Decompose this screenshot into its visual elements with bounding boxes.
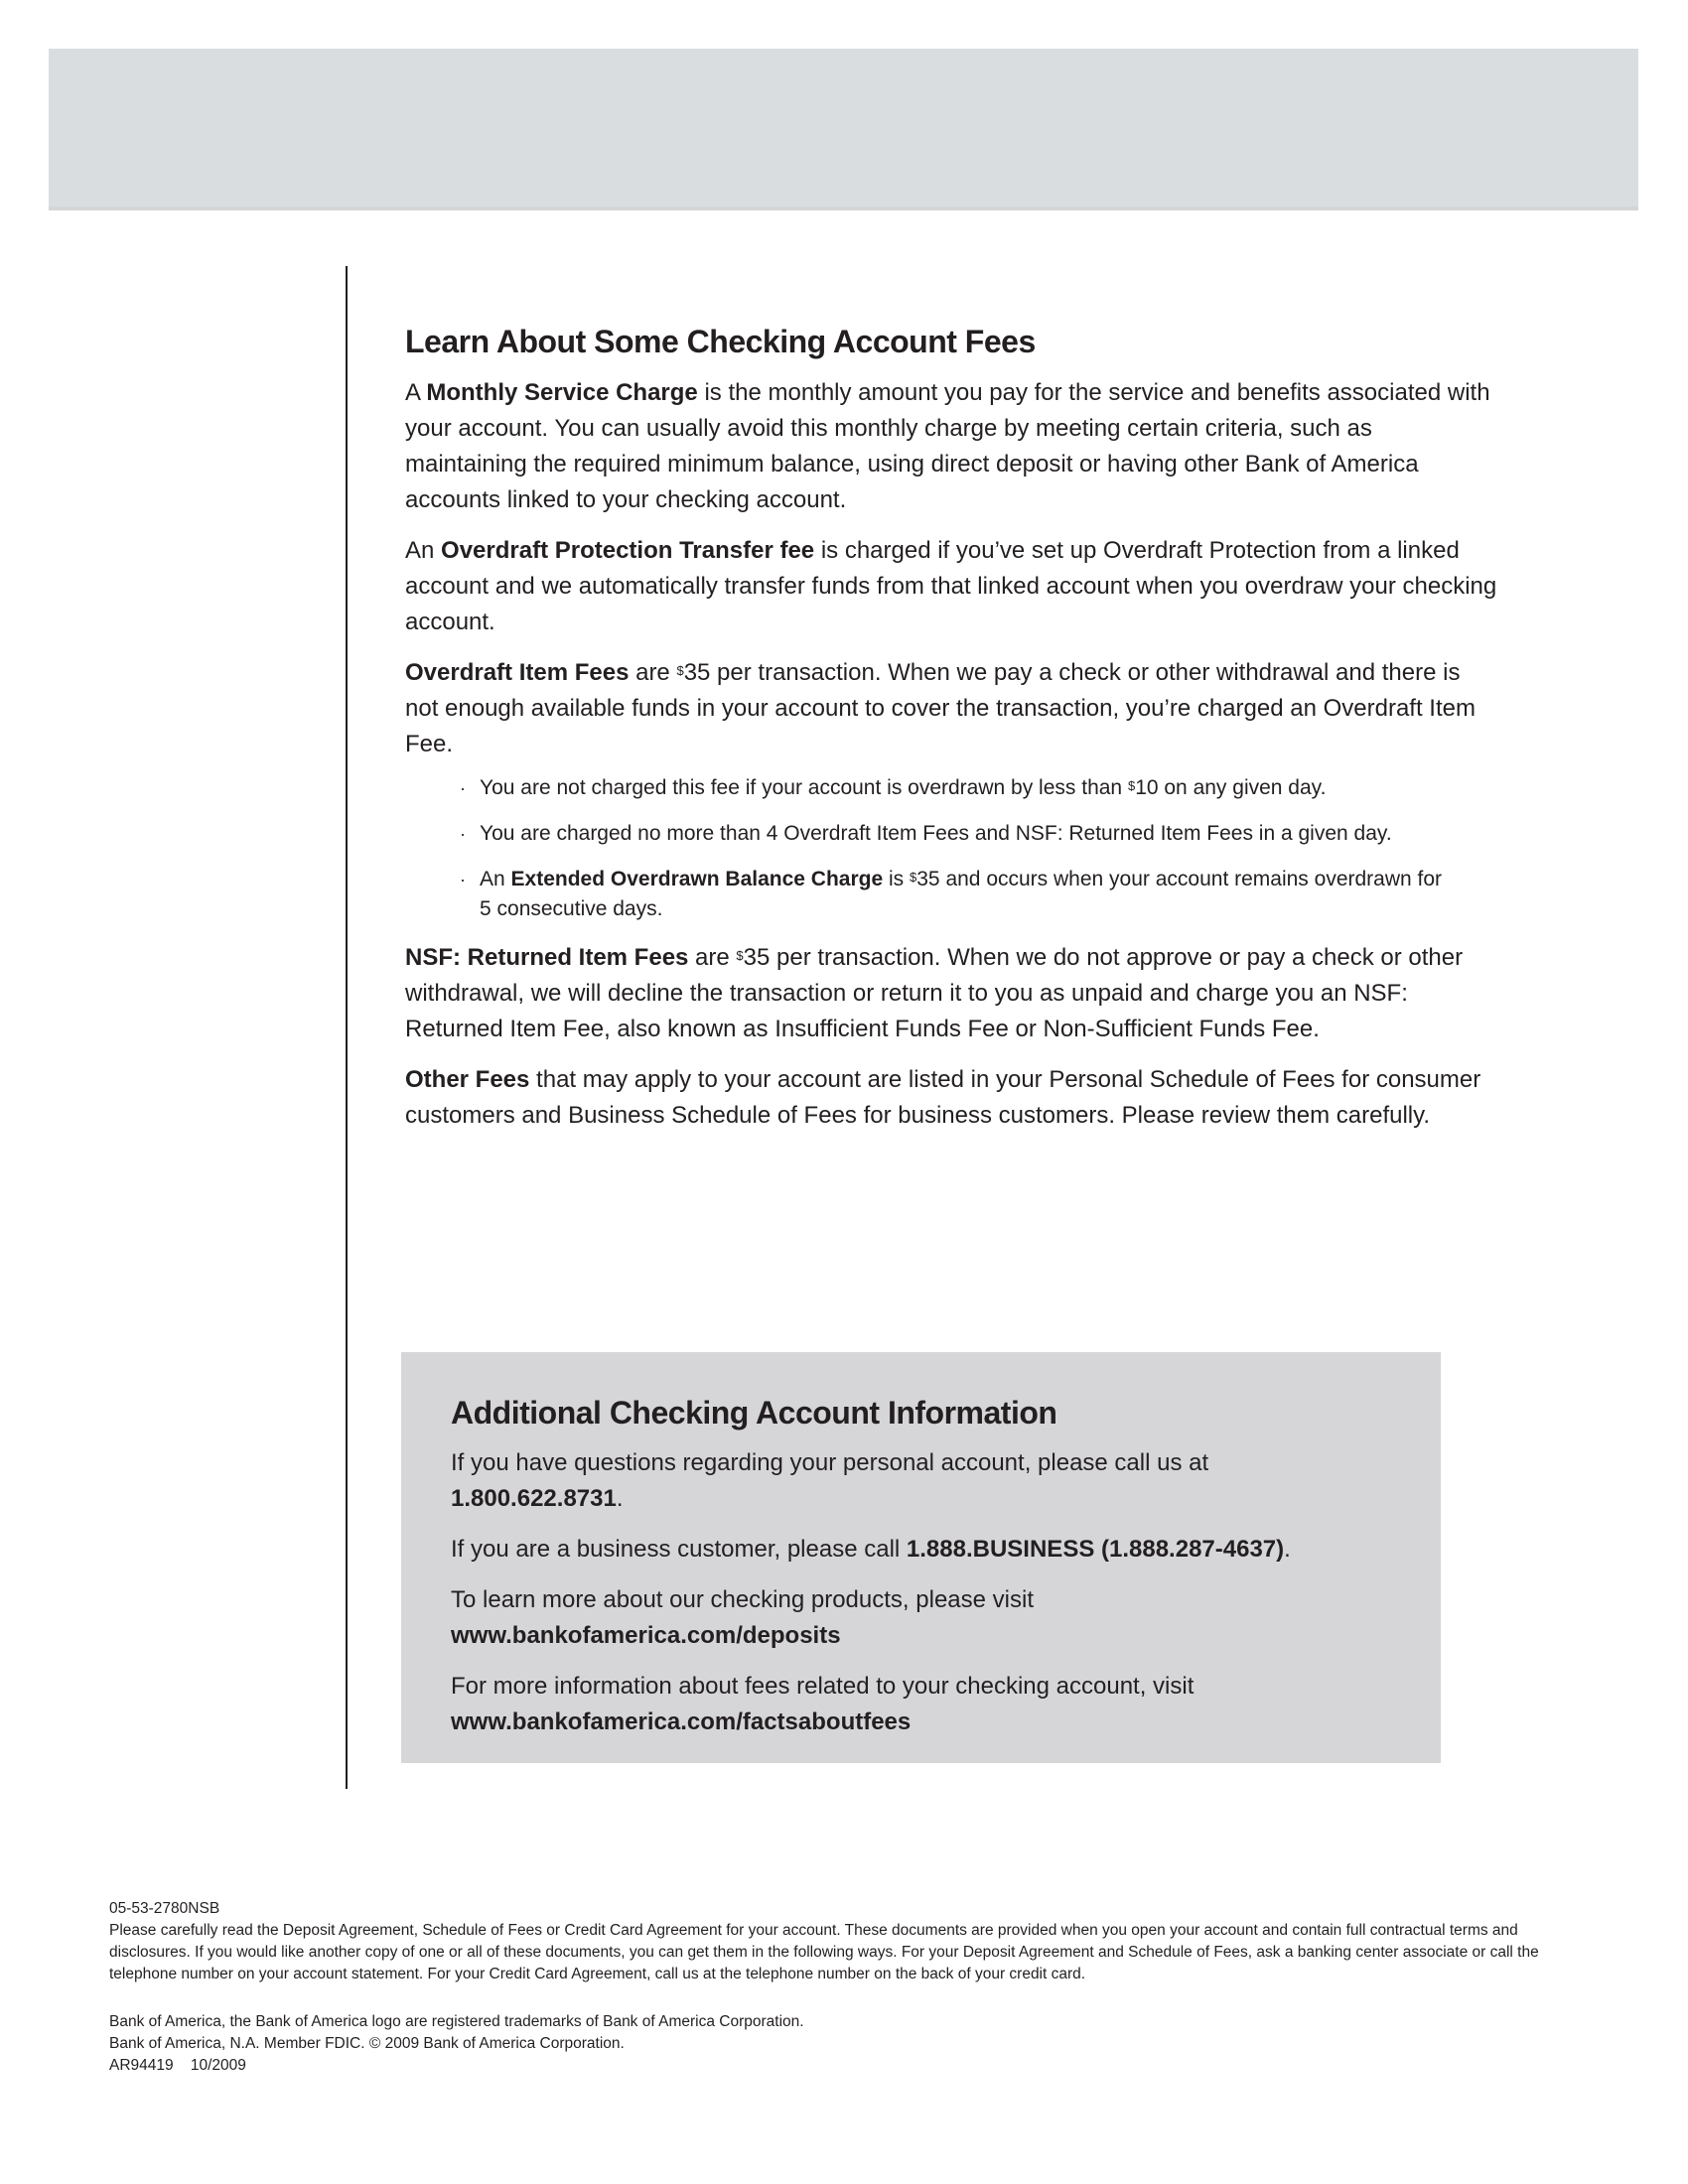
bullet-text: You are charged no more than 4 Overdraft Item Fees and NSF: Returned Item Fees in a given day.: [480, 822, 1392, 845]
paragraph-text: per transaction. When we do not approve or pay a check or other withdrawal, we will decline the transaction or return it to you as unpaid and charge you an NSF: Returned Item Fee, also known as Insufficient Funds Fee or Non-Sufficient Funds Fee.: [405, 944, 1464, 1042]
currency-symbol: $: [736, 948, 744, 963]
vertical-divider: [346, 266, 348, 1789]
form-id: AR94419 10/2009: [109, 2057, 246, 2074]
bullet-text: An: [480, 868, 511, 890]
bullet-dot-icon: ·: [460, 824, 466, 844]
nsf-returned-item-fees-paragraph: [405, 940, 1497, 1047]
info-box-heading: Additional Checking Account Information: [451, 1395, 1057, 1431]
currency-symbol: $: [676, 663, 684, 678]
paragraph-text: that may apply to your account are listed in your Personal Schedule of Fees for consumer customers and Business Schedule of Fees for business customers. Please review them carefully.: [405, 1066, 1481, 1129]
term-monthly-service-charge: Monthly Service Charge: [426, 379, 698, 406]
deposits-url-link[interactable]: www.bankofamerica.com/deposits: [451, 1622, 841, 1649]
header-band: [49, 49, 1638, 210]
fdic-notice: Bank of America, N.A. Member FDIC. © 2009 Bank of America Corporation.: [109, 2035, 625, 2052]
bullet-text: You are not charged this fee if your account is overdrawn by less than: [480, 776, 1128, 799]
bullet-text: is: [883, 868, 911, 890]
personal-contact: If you have questions regarding your personal account, please call us at 1.800.622.8731.: [451, 1449, 1209, 1512]
term-extended-overdrawn-balance-charge: Extended Overdrawn Balance Charge: [510, 868, 884, 890]
bullet-item: [460, 773, 1453, 803]
paragraph-text: is charged if you’ve set up Overdraft Protection from a linked account and we automatically transfer funds from that linked account when you overdraw your checking account.: [405, 537, 1497, 635]
overdraft-bullets: [405, 773, 1453, 924]
business-phone-link[interactable]: 1.888.BUSINESS (1.888.287-4637): [906, 1536, 1285, 1563]
fee-amount: 10: [1135, 776, 1159, 799]
facts-about-fees-url-link[interactable]: www.bankofamerica.com/factsaboutfees: [451, 1708, 912, 1735]
additional-info-box: [401, 1352, 1441, 1763]
term-nsf-returned-item-fees: NSF: Returned Item Fees: [405, 944, 689, 971]
currency-symbol: $: [1127, 778, 1136, 793]
document-code: 05-53-2780NSB: [109, 1900, 220, 1917]
products-info-text: To learn more about our checking products, please visit: [451, 1586, 1034, 1613]
disclaimer-text: Please carefully read the Deposit Agreement, Schedule of Fees or Credit Card Agreement for your account. These documents are provided when you open your account and contain full contractual terms and disclosures. If you would like another copy of one or all of these documents, you can get them in the following ways. For your Deposit Agreement and Schedule of Fees, ask a banking center associate or call the telephone number on your account statement. For your Credit Card Agreement, call us at the telephone number on the back of your credit card.: [109, 1922, 1539, 1982]
business-contact-text: If you are a business customer, please call: [451, 1536, 907, 1563]
fee-amount: 35: [683, 659, 711, 686]
section-heading: Learn About Some Checking Account Fees: [405, 324, 1036, 359]
paragraph-lead: A: [405, 379, 427, 406]
overdraft-protection-paragraph: [405, 533, 1497, 640]
paragraph-text: per transaction. When we pay a check or other withdrawal and there is not enough available funds in your account to cover the transaction, you’re charged an Overdraft Item Fee.: [405, 659, 1476, 757]
term-overdraft-protection-transfer-fee: Overdraft Protection Transfer fee: [441, 537, 815, 564]
business-contact: If you are a business customer, please call 1.888.BUSINESS (1.888.287-4637).: [451, 1536, 1291, 1563]
products-info: [451, 1582, 1441, 1654]
fees-info-text: For more information about fees related to your checking account, visit: [451, 1673, 1195, 1700]
fee-amount: 35: [743, 944, 771, 971]
fee-amount: 35: [916, 868, 940, 890]
paragraph-text: are: [688, 944, 737, 971]
other-fees-paragraph: [405, 1062, 1497, 1134]
bullet-item: [460, 819, 1453, 849]
bullet-text: and occurs when your account remains overdrawn for 5 consecutive days.: [480, 868, 1443, 920]
paragraph-lead: An: [405, 537, 442, 564]
monthly-service-charge-paragraph: [405, 375, 1497, 518]
overdraft-item-fees-paragraph: [405, 655, 1497, 762]
currency-symbol: $: [910, 870, 917, 885]
paragraph-text: are: [629, 659, 677, 686]
personal-phone-link[interactable]: 1.800.622.8731: [451, 1485, 617, 1512]
bullet-dot-icon: ·: [460, 870, 466, 889]
fees-section: [405, 320, 1497, 1149]
fees-info: [451, 1669, 1441, 1740]
bullet-text: on any given day.: [1158, 776, 1327, 799]
term-other-fees: Other Fees: [405, 1066, 530, 1093]
footer: [109, 1898, 1549, 2077]
bullet-dot-icon: ·: [460, 778, 466, 798]
paragraph-text: is the monthly amount you pay for the service and benefits associated with your account. You can usually avoid this monthly charge by meeting certain criteria, such as maintaining the required minimum balance, using direct deposit or having other Bank of America accounts linked to your checking account.: [405, 379, 1490, 513]
trademark-notice: Bank of America, the Bank of America logo are registered trademarks of Bank of America Corporation.: [109, 2013, 804, 2030]
bullet-item: [460, 865, 1453, 924]
personal-contact-text: If you have questions regarding your personal account, please call us at: [451, 1449, 1209, 1476]
term-overdraft-item-fees: Overdraft Item Fees: [405, 659, 630, 686]
